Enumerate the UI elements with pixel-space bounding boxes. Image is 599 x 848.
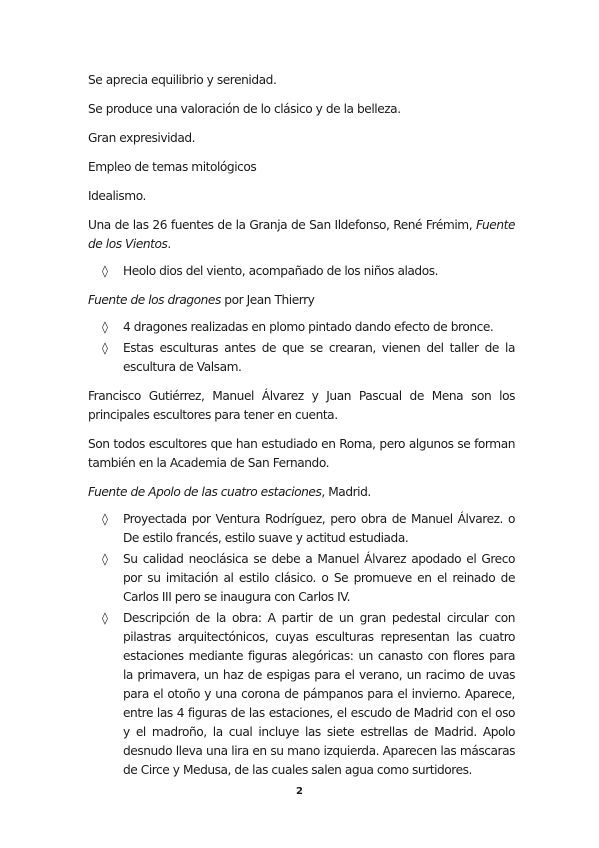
list-item: ◊ Proyectada por Ventura Rodríguez, pero obra de Manuel Álvarez. o De estilo francés, estilo suave y actitud estudiada.: [102, 512, 515, 545]
paragraph: Idealismo.: [88, 189, 146, 203]
document-page: [88, 71, 515, 790]
diamond-bullet-icon: ◊: [102, 512, 108, 526]
list-item: ◊ Su calidad neoclásica se debe a Manuel Álvarez apodado el Greco por su imitación al estilo clásico. o Se promueve en el reinado de Carlos III pero se inaugura con Carlos IV.: [102, 552, 515, 604]
paragraph: Francisco Gutiérrez, Manuel Álvarez y Juan Pascual de Mena son los principales escultores para tener en cuenta.: [88, 389, 515, 422]
list-item: ◊ Descripción de la obra: A partir de un gran pedestal circular con pilastras arquitectónicos, cuyas esculturas representan las cuatro estaciones mediante figuras alegóricas: un canasto con flores para la primavera, un haz de espigas para el verano, un racimo de uvas para el otoño y una corona de pámpanos para el invierno. Aparece, entre las 4 figuras de las estaciones, el escudo de Madrid con el oso y el madroño, la cual incluye las siete estrellas de Madrid. Apolo desnudo lleva una lira en su mano izquierda. Aparecen las máscaras de Circe y Medusa, de las cuales salen agua como surtidores.: [102, 611, 515, 777]
granja-intro: Una de las 26 fuentes de la Granja de San Ildefonso, René Frémim,: [88, 218, 476, 232]
list-item: ◊ Estas esculturas antes de que se crearan, vienen del taller de la escultura de Valsam.: [102, 341, 515, 374]
granja-end: .: [167, 237, 171, 251]
granja-bullet-list: [88, 262, 515, 281]
dragones-title: Fuente de los dragones: [88, 293, 221, 307]
granja-paragraph: [88, 216, 515, 254]
dragones-rest: por Jean Thierry: [220, 293, 315, 307]
granja-title: Fuente de los Vientos: [88, 218, 515, 251]
diamond-bullet-icon: ◊: [102, 341, 108, 355]
paragraph: Se aprecia equilibrio y serenidad.: [88, 73, 277, 87]
paragraph: Gran expresividad.: [88, 131, 196, 145]
paragraph: Se produce una valoración de lo clásico y de la belleza.: [88, 102, 401, 116]
diamond-bullet-icon: ◊: [102, 320, 108, 334]
page-number: 2: [296, 786, 303, 797]
diamond-bullet-icon: ◊: [102, 264, 108, 278]
diamond-bullet-icon: ◊: [102, 552, 108, 566]
diamond-bullet-icon: ◊: [102, 611, 108, 625]
apolo-bullet-list: [88, 510, 515, 780]
apolo-heading: [88, 483, 515, 502]
apolo-title: Fuente de Apolo de las cuatro estaciones: [88, 485, 322, 499]
dragones-bullet-list: [88, 318, 515, 377]
paragraph: Empleo de temas mitológicos: [88, 160, 257, 174]
paragraph: Son todos escultores que han estudiado en Roma, pero algunos se forman también en la Academia de San Fernando.: [88, 437, 515, 470]
apolo-rest: , Madrid.: [321, 485, 371, 499]
dragones-heading: [88, 291, 515, 310]
list-item: ◊ 4 dragones realizadas en plomo pintado dando efecto de bronce.: [88, 318, 515, 337]
list-item: ◊ Heolo dios del viento, acompañado de los niños alados.: [88, 262, 515, 281]
